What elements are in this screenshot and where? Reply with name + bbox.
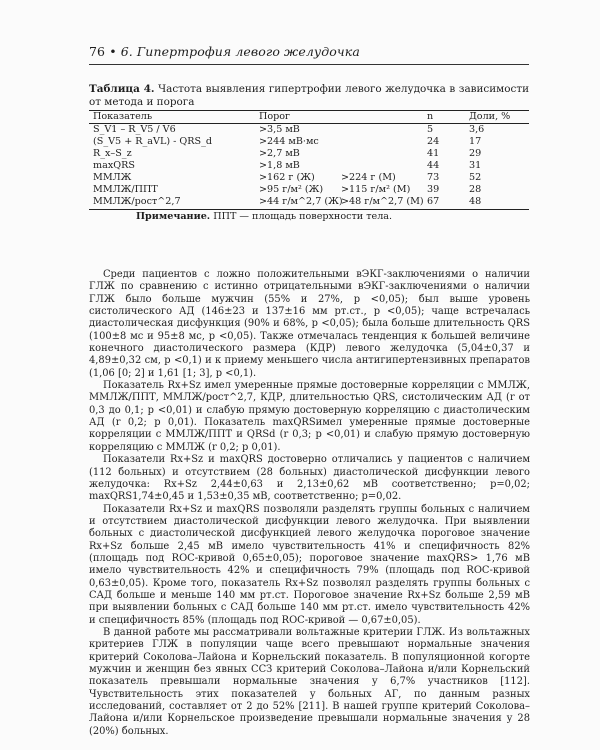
- page-number: 76: [89, 44, 106, 59]
- cell-indicator: ММЛЖ: [93, 172, 132, 183]
- cell-threshold: >3,5 мВ: [259, 124, 300, 135]
- table-row: [0, 160, 600, 172]
- table-row: [0, 124, 600, 136]
- cell-threshold: >44 г/м^2,7 (Ж): [259, 196, 343, 207]
- cell-threshold-2: >115 г/м² (М): [341, 184, 411, 195]
- cell-n: 24: [427, 136, 440, 147]
- cell-n: 67: [427, 196, 440, 207]
- table-note: [136, 211, 392, 223]
- cell-n: 73: [427, 172, 440, 183]
- cell-percent: 17: [469, 136, 482, 147]
- paragraph: Среди пациентов с ложно положительными вЭКГ-заключениями о наличии ГЛЖ по сравнению с истинно отрицательными вЭКГ-заключениями о наличии ГЛЖ было больше мужчин (55% и 27%, p <0,05); был выше уровень систолического АД (146±23 и 137±16 мм рт.ст., p <0,05); чаще встречалась диастолическая дисфункция (90% и 68%, p <0,05); была больше длительность QRS (100±8 мс и 95±8 мс, p <0,05). Также отмечалась тенденция к большей величине конечного диастолического размера (КДР) левого желудочка (5,04±0,37 и 4,89±0,32 см, p <0,1) и к приему меньшего числа антигипертензивных препаратов (1,06 [0; 2] и 1,61 [1; 3], p <0,1).: [89, 269, 530, 379]
- table-row: [0, 148, 600, 160]
- cell-indicator: maxQRS: [93, 160, 135, 171]
- cell-threshold: >2,7 мВ: [259, 148, 300, 159]
- paragraph: Показатели Rx+Sz и maxQRS достоверно отличались у пациентов с наличием (112 больных) и отсутствием (28 больных) диастолической дисфункции левого желудочка: Rx+Sz 2,44±0,63 и 2,13±0,62 мВ соответственно; p=0,02; maxQRS1,74±0,45 и 1,53±0,35 мВ, соответственно; p=0,02.: [89, 454, 530, 503]
- table-note-text: ППТ — площадь поверхности тела.: [213, 211, 393, 222]
- table-caption-text: Частота выявления гипертрофии левого желудочка в зависимости от метода и порога: [89, 83, 529, 108]
- cell-threshold: >1,8 мВ: [259, 160, 300, 171]
- cell-percent: 52: [469, 172, 482, 183]
- table-header-row: [0, 111, 600, 123]
- cell-indicator: (S_V5 + R_aVL) - QRS_d: [93, 136, 213, 147]
- table-note-label: Примечание.: [136, 211, 211, 222]
- table-row: [0, 172, 600, 184]
- cell-n: 41: [427, 148, 440, 159]
- col-header-indicator: Показатель: [93, 111, 153, 122]
- cell-indicator: S_V1 – R_V5 / V6: [93, 124, 176, 135]
- cell-n: 44: [427, 160, 440, 171]
- body-text: [89, 269, 530, 738]
- table-bottom-rule: [89, 209, 529, 210]
- cell-threshold: >162 г (Ж): [259, 172, 315, 183]
- cell-threshold: >95 г/м² (Ж): [259, 184, 324, 195]
- table-row: [0, 184, 600, 196]
- col-header-percent: Доли, %: [469, 111, 511, 122]
- table-caption: [89, 83, 529, 109]
- cell-indicator: ММЛЖ/рост^2,7: [93, 196, 181, 207]
- cell-n: 5: [427, 124, 434, 135]
- col-header-threshold: Порог: [259, 111, 291, 122]
- table-row: [0, 136, 600, 148]
- paragraph: Показатели Rx+Sz и maxQRS позволяли разделять группы больных с наличием и отсутствием диастолической дисфункции левого желудочка. При выявлении больных с диастолической дисфункцией левого желудочка пороговое значение Rx+Sz больше 2,45 мВ имело чувствительность 41% и специфичность 82% (площадь под ROC-кривой 0,65±0,05); пороговое значение maxQRS> 1,76 мВ имело чувствительность 42% и специфичность 79% (площадь под ROC-кривой 0,63±0,05). Кроме того, показатель Rx+Sz позволял разделять группы больных с САД больше и меньше 140 мм рт.ст. Пороговое значение Rx+Sz больше 2,59 мВ при выявлении больных с САД больше 140 мм рт.ст. имело чувствительность 42% и специфичность 85% (площадь под ROC-кривой — 0,67±0,05).: [89, 503, 530, 626]
- cell-percent: 28: [469, 184, 482, 195]
- section-title: • 6. Гипертрофия левого желудочка: [109, 44, 360, 59]
- cell-n: 39: [427, 184, 440, 195]
- table-row: [0, 196, 600, 208]
- table-caption-label: Таблица 4.: [89, 83, 155, 95]
- cell-percent: 3,6: [469, 124, 485, 135]
- cell-threshold-2: >48 г/м^2,7 (М): [341, 196, 424, 207]
- paragraph: В данной работе мы рассматривали вольтажные критерии ГЛЖ. Из вольтажных критериев ГЛЖ в популяции чаще всего превышают нормальные значения критерий Соколова–Лайона и Корнельский показатель. В популяционной когорте мужчин и женщин без явных ССЗ критерий Соколова–Лайона и/или Корнельский показатель превышали нормальные значения у 6,7% участников [112]. Чувствительность этих показателей у больных АГ, по данным разных исследований, составляет от 2 до 52% [211]. В нашей группе критерий Соколова–Лайона и/или Корнельское произведение превышали нормальные значения у 28 (20%) больных.: [89, 626, 530, 737]
- header-rule: [89, 64, 529, 65]
- cell-indicator: R_x–S_z: [93, 148, 132, 159]
- cell-indicator: ММЛЖ/ППТ: [93, 184, 158, 195]
- running-head: [89, 44, 529, 59]
- cell-percent: 48: [469, 196, 482, 207]
- cell-percent: 31: [469, 160, 482, 171]
- cell-threshold: >244 мВ·мс: [259, 136, 319, 147]
- cell-percent: 29: [469, 148, 482, 159]
- cell-threshold-2: >224 г (М): [341, 172, 396, 183]
- col-header-n: n: [427, 111, 434, 122]
- paragraph: Показатель Rx+Sz имел умеренные прямые достоверные корреляции с ММЛЖ, ММЛЖ/ППТ, ММЛЖ/рост^2,7, КДР, длительностью QRS, систолическим АД (r от 0,3 до 0,1; p <0,01) и слабую прямую достоверную корреляцию с диастолическим АД (r 0,2; p 0,01). Показатель maxQRSимел умеренные прямые достоверные корреляции с ММЛЖ/ППТ и QRSd (r 0,3; p <0,01) и слабую прямую достоверную корреляцию с ММЛЖ (r 0,2; p 0,01).: [89, 380, 530, 453]
